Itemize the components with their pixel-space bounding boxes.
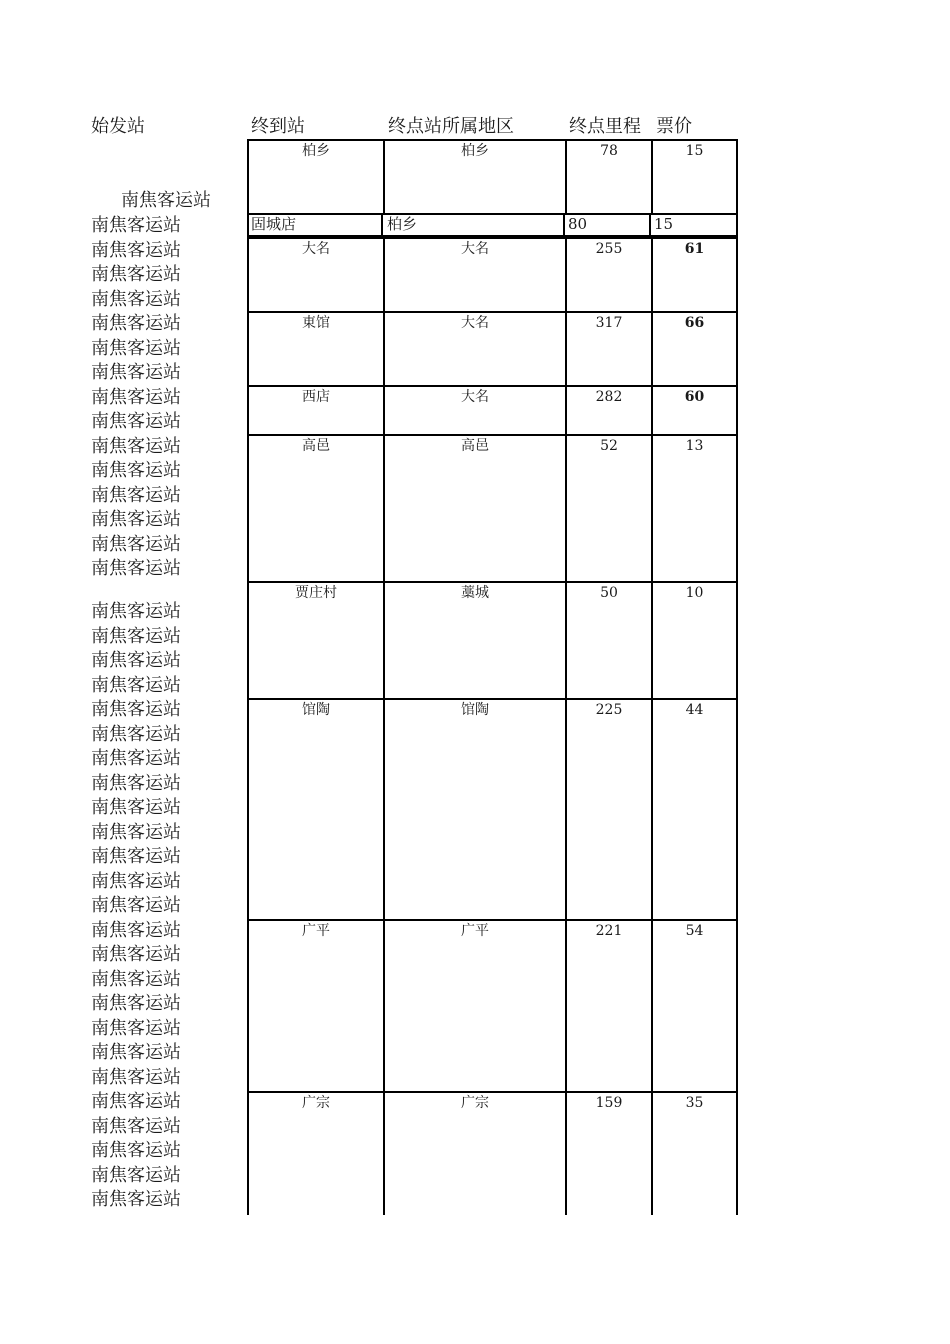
origin-cell: 南焦客运站 [91,748,181,769]
origin-cell: 南焦客运站 [91,264,181,285]
origin-cell: 南焦客运站 [91,1140,181,1161]
price-cell: 10 [685,585,704,601]
region-cell: 柏乡 [461,143,489,159]
route-block [247,698,738,921]
origin-cell: 南焦客运站 [121,190,211,211]
origin-cell: 南焦客运站 [91,411,181,432]
region-cell: 柏乡 [387,215,418,233]
origin-cell: 南焦客运站 [91,240,181,261]
origin-cell: 南焦客运站 [91,509,181,530]
origin-cell: 南焦客运站 [91,626,181,647]
distance-cell: 159 [595,1095,623,1111]
origin-cell: 南焦客运站 [91,969,181,990]
dest-cell: 高邑 [302,438,330,454]
origin-cell: 南焦客运站 [91,699,181,720]
route-block [247,434,738,583]
price-cell: 66 [684,315,705,331]
origin-cell: 南焦客运站 [91,362,181,383]
distance-cell: 52 [600,438,618,454]
distance-cell: 50 [600,585,618,601]
origin-cell: 南焦客运站 [91,558,181,579]
origin-cell: 南焦客运站 [91,993,181,1014]
origin-cell: 南焦客运站 [91,460,181,481]
dest-cell: 柏乡 [302,143,330,159]
origin-cell: 南焦客运站 [91,1116,181,1137]
region-cell: 馆陶 [461,702,489,718]
distance-cell: 221 [595,923,623,939]
route-block [247,385,738,436]
route-block [247,139,738,215]
origin-cell: 南焦客运站 [91,1189,181,1210]
distance-cell: 282 [595,389,623,405]
route-block [247,1091,738,1215]
origin-cell: 南焦客运站 [91,1067,181,1088]
route-block [247,919,738,1093]
dest-cell: 广宗 [302,1095,330,1111]
route-row-plain [247,213,738,239]
origin-cell: 南焦客运站 [91,534,181,555]
header-region: 终点站所属地区 [388,116,514,137]
region-cell: 大名 [461,315,489,331]
origin-cell: 南焦客运站 [91,895,181,916]
origin-cell: 南焦客运站 [91,724,181,745]
origin-cell: 南焦客运站 [91,601,181,622]
distance-cell: 317 [595,315,623,331]
origin-cell: 南焦客运站 [91,289,181,310]
origin-cell: 南焦客运站 [91,338,181,359]
origin-cell: 南焦客运站 [91,387,181,408]
price-cell: 35 [685,1095,704,1111]
price-cell: 15 [654,215,674,233]
origin-cell: 南焦客运站 [91,797,181,818]
price-cell: 15 [685,143,704,159]
dest-cell: 西店 [302,389,330,405]
origin-cell: 南焦客运站 [91,1042,181,1063]
origin-cell: 南焦客运站 [91,675,181,696]
distance-cell: 80 [568,215,588,233]
origin-cell: 南焦客运站 [91,215,181,236]
origin-cell: 南焦客运站 [91,1165,181,1186]
region-cell: 大名 [461,241,489,257]
origin-cell: 南焦客运站 [91,313,181,334]
dest-cell: 广平 [302,923,330,939]
header-destination: 终到站 [251,116,305,137]
distance-cell: 225 [595,702,623,718]
price-cell: 44 [685,702,704,718]
region-cell: 大名 [461,389,489,405]
dest-cell: 馆陶 [302,702,330,718]
region-cell: 广宗 [461,1095,489,1111]
origin-cell: 南焦客运站 [91,773,181,794]
origin-cell: 南焦客运站 [91,920,181,941]
dest-cell: 東馆 [302,315,330,331]
origin-cell: 南焦客运站 [91,871,181,892]
distance-cell: 78 [600,143,618,159]
dest-cell: 固城店 [251,215,297,233]
origin-cell: 南焦客运站 [91,944,181,965]
region-cell: 广平 [461,923,489,939]
dest-cell: 大名 [302,241,330,257]
origin-cell: 南焦客运站 [91,436,181,457]
origin-cell: 南焦客运站 [91,846,181,867]
region-cell: 藁城 [461,585,489,601]
distance-cell: 255 [595,241,623,257]
origin-cell: 南焦客运站 [91,485,181,506]
price-cell: 60 [684,389,705,405]
route-block [247,581,738,700]
origin-cell: 南焦客运站 [91,1018,181,1039]
origin-cell: 南焦客运站 [91,650,181,671]
price-cell: 61 [684,241,705,257]
region-cell: 高邑 [461,438,489,454]
price-cell: 54 [685,923,704,939]
origin-cell: 南焦客运站 [91,1091,181,1112]
dest-cell: 贾庄村 [295,585,337,601]
route-block [247,237,738,313]
price-cell: 13 [685,438,704,454]
route-block [247,311,738,387]
header-price: 票价 [656,116,692,137]
header-origin: 始发站 [91,116,145,137]
origin-cell: 南焦客运站 [91,822,181,843]
header-distance: 终点里程 [569,116,641,137]
